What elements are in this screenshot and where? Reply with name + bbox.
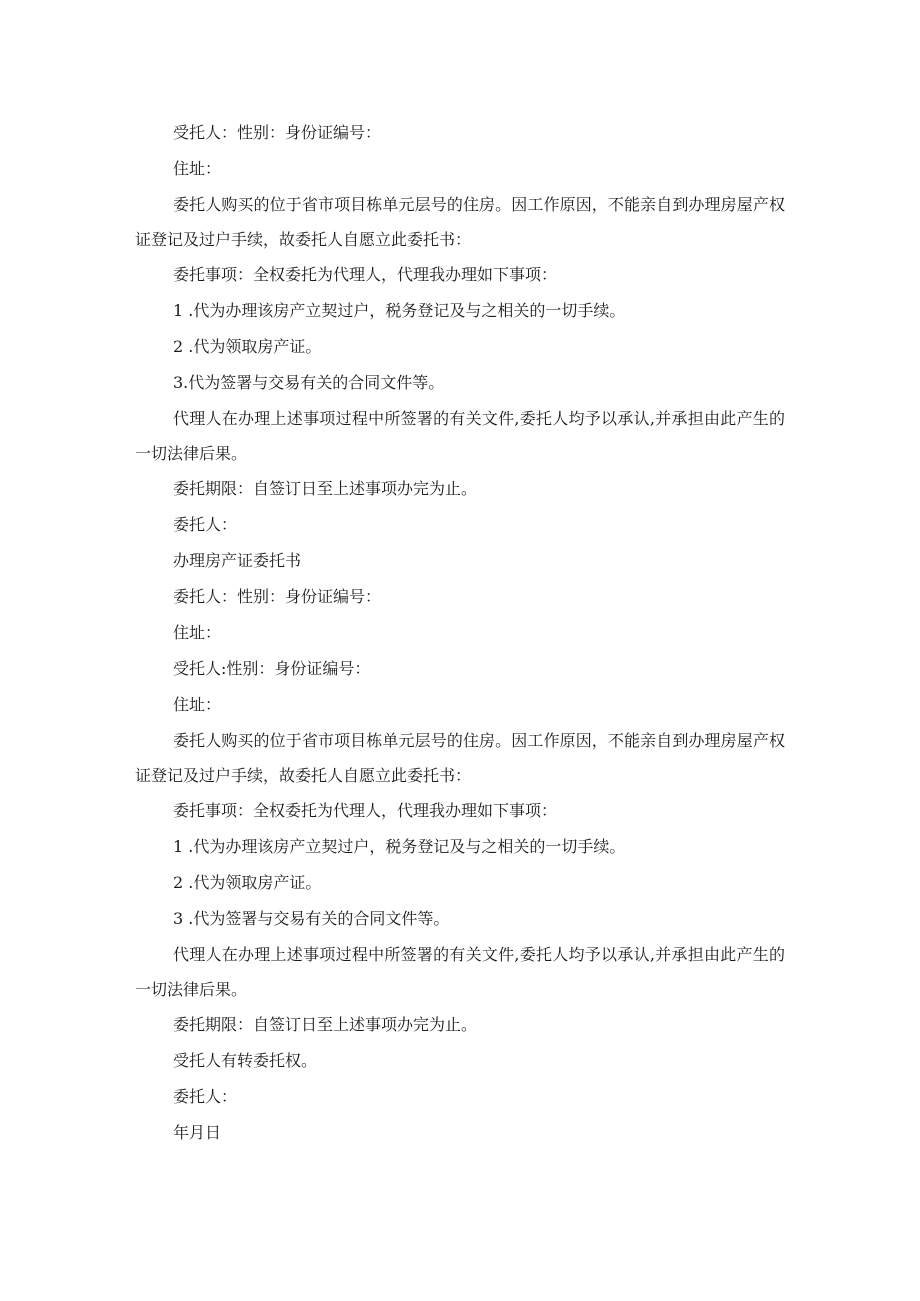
paragraph-section-title: 办理房产证委托书 <box>173 551 302 570</box>
paragraph-agent-liability: 代理人在办理上述事项过程中所签署的有关文件,委托人均予以承认,并承担由此产生的一切法律后果。 <box>135 409 785 463</box>
paragraph-item-2-b: 2 .代为领取房产证。 <box>173 873 322 892</box>
paragraph-purchase-statement-2: 委托人购买的位于省市项目栋单元层号的住房。因工作原因，不能亲自到办理房屋产权证登记及过户手续，故委托人自愿立此委托书： <box>135 731 785 785</box>
paragraph-term-2: 委托期限：自签订日至上述事项办完为止。 <box>173 1015 478 1034</box>
paragraph-term: 委托期限：自签订日至上述事项办完为止。 <box>173 479 478 498</box>
paragraph-address-2: 住址： <box>173 623 222 642</box>
paragraph-principal-info: 委托人：性别：身份证编号： <box>173 587 382 606</box>
paragraph-item-2: 2 .代为领取房产证。 <box>173 337 322 356</box>
paragraph-address: 住址： <box>173 159 222 178</box>
paragraph-date: 年月日 <box>173 1123 222 1142</box>
paragraph-agent-liability-2: 代理人在办理上述事项过程中所签署的有关文件,委托人均予以承认,并承担由此产生的一切法律后果。 <box>135 945 785 999</box>
paragraph-address-3: 住址： <box>173 695 222 714</box>
paragraph-principal-signature: 委托人： <box>173 515 238 534</box>
paragraph-principal-signature-2: 委托人： <box>173 1087 238 1106</box>
document-body <box>135 115 785 1151</box>
paragraph-item-3: 3.代为签署与交易有关的合同文件等。 <box>173 373 445 392</box>
paragraph-item-1-b: 1 .代为办理该房产立契过户，税务登记及与之相关的一切手续。 <box>173 837 626 856</box>
paragraph-purchase-statement: 委托人购买的位于省市项目栋单元层号的住房。因工作原因，不能亲自到办理房屋产权证登记及过户手续，故委托人自愿立此委托书： <box>135 195 785 249</box>
paragraph-trustee-info-2: 受托人:性别：身份证编号： <box>173 659 371 678</box>
paragraph-delegated-matters-2: 委托事项：全权委托为代理人，代理我办理如下事项： <box>173 801 558 820</box>
paragraph-sub-delegation: 受托人有转委托权。 <box>173 1051 318 1070</box>
paragraph-trustee-info: 受托人：性别：身份证编号： <box>173 123 382 142</box>
paragraph-delegated-matters: 委托事项：全权委托为代理人，代理我办理如下事项： <box>173 265 558 284</box>
paragraph-item-1: 1 .代为办理该房产立契过户，税务登记及与之相关的一切手续。 <box>173 301 626 320</box>
paragraph-item-3-b: 3 .代为签署与交易有关的合同文件等。 <box>173 909 450 928</box>
